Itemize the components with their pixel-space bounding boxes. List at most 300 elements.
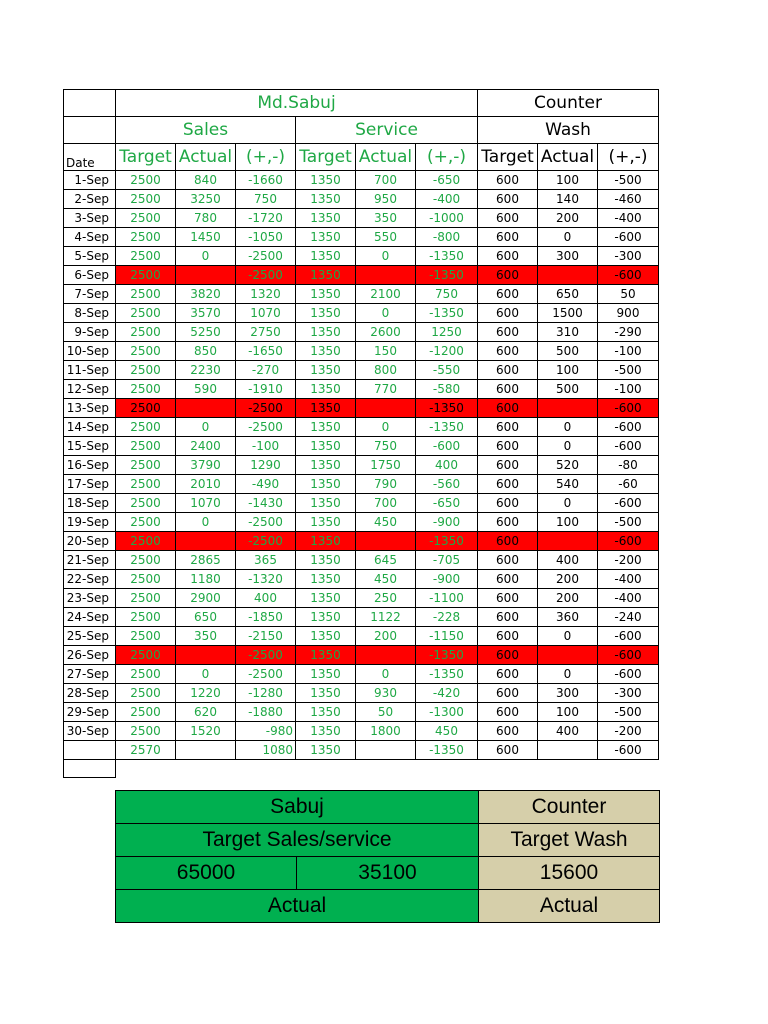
date-cell: 27-Sep: [64, 665, 116, 684]
wash-target-cell: 600: [478, 399, 538, 418]
service-actual-cell: 770: [356, 380, 416, 399]
wash-diff-cell: -500: [598, 171, 659, 190]
service-diff-cell: -1200: [416, 342, 478, 361]
service-diff-cell: 400: [416, 456, 478, 475]
sales-target-cell: 2500: [116, 247, 176, 266]
sales-diff-cell: 1080: [236, 741, 296, 760]
wash-actual-cell: 0: [538, 437, 598, 456]
person-header: Md.Sabuj: [116, 90, 478, 117]
sales-target-cell: 2500: [116, 589, 176, 608]
service-diff-cell: 1250: [416, 323, 478, 342]
wash-target-cell: 600: [478, 722, 538, 741]
wash-target-cell: 600: [478, 646, 538, 665]
table-row: [64, 684, 659, 703]
wash-diff-cell: -600: [598, 741, 659, 760]
sales-actual-cell: 840: [176, 171, 236, 190]
service-target-cell: 1350: [296, 570, 356, 589]
service-actual-cell: 1800: [356, 722, 416, 741]
date-cell: 19-Sep: [64, 513, 116, 532]
sales-diff-cell: -1050: [236, 228, 296, 247]
service-diff-cell: -1300: [416, 703, 478, 722]
sales-diff-cell: -1850: [236, 608, 296, 627]
sales-actual-cell: 0: [176, 665, 236, 684]
date-cell: 4-Sep: [64, 228, 116, 247]
sales-target-cell: 2500: [116, 494, 176, 513]
service-diff-cell: -1350: [416, 665, 478, 684]
wash-actual-cell: [538, 399, 598, 418]
sales-target-cell: 2500: [116, 608, 176, 627]
service-diff-cell: -1100: [416, 589, 478, 608]
wash-target-cell: 600: [478, 342, 538, 361]
table-row: [64, 190, 659, 209]
wash-target-header: Target: [478, 144, 538, 171]
wash-diff-cell: -200: [598, 722, 659, 741]
service-target-cell: 1350: [296, 475, 356, 494]
sales-target-cell: 2500: [116, 323, 176, 342]
wash-diff-cell: -600: [598, 437, 659, 456]
date-cell: 10-Sep: [64, 342, 116, 361]
service-actual-cell: [356, 646, 416, 665]
wash-target-cell: 600: [478, 380, 538, 399]
date-cell: 11-Sep: [64, 361, 116, 380]
wash-actual-cell: 520: [538, 456, 598, 475]
date-cell: 2-Sep: [64, 190, 116, 209]
summary-sales-target-total: 65000: [116, 857, 297, 890]
table-row: [64, 228, 659, 247]
wash-target-cell: 600: [478, 285, 538, 304]
sales-diff-cell: -2500: [236, 247, 296, 266]
date-column-header: Date: [64, 144, 116, 171]
summary-table: [115, 790, 660, 923]
service-target-cell: 1350: [296, 342, 356, 361]
service-diff-cell: -900: [416, 570, 478, 589]
service-diff-cell: -560: [416, 475, 478, 494]
wash-actual-cell: 0: [538, 494, 598, 513]
wash-actual-cell: 540: [538, 475, 598, 494]
sales-diff-cell: -490: [236, 475, 296, 494]
table-row: [64, 285, 659, 304]
wash-diff-cell: -400: [598, 209, 659, 228]
summary-actual-right: Actual: [479, 890, 660, 923]
service-actual-cell: 350: [356, 209, 416, 228]
sales-actual-cell: [176, 646, 236, 665]
wash-diff-cell: -600: [598, 266, 659, 285]
sales-target-cell: 2500: [116, 190, 176, 209]
wash-target-cell: 600: [478, 532, 538, 551]
wash-diff-cell: -240: [598, 608, 659, 627]
wash-target-cell: 600: [478, 665, 538, 684]
wash-target-cell: 600: [478, 304, 538, 323]
service-diff-cell: -1350: [416, 532, 478, 551]
service-diff-cell: -580: [416, 380, 478, 399]
wash-diff-cell: -600: [598, 494, 659, 513]
wash-actual-cell: 650: [538, 285, 598, 304]
sales-actual-cell: 1520: [176, 722, 236, 741]
date-cell: [64, 741, 116, 760]
service-target-cell: 1350: [296, 627, 356, 646]
sales-sheet: [63, 89, 659, 778]
service-actual-cell: 1750: [356, 456, 416, 475]
sales-target-header: Target: [116, 144, 176, 171]
service-diff-cell: -1350: [416, 266, 478, 285]
summary-target-wash-label: Target Wash: [479, 824, 660, 857]
service-actual-cell: [356, 266, 416, 285]
service-diff-cell: -705: [416, 551, 478, 570]
table-row: [64, 304, 659, 323]
service-diff-cell: 750: [416, 285, 478, 304]
table-row: [64, 722, 659, 741]
date-cell: 14-Sep: [64, 418, 116, 437]
sales-diff-cell: -1280: [236, 684, 296, 703]
wash-diff-cell: -290: [598, 323, 659, 342]
wash-target-cell: 600: [478, 190, 538, 209]
sales-diff-cell: -1320: [236, 570, 296, 589]
service-target-cell: 1350: [296, 304, 356, 323]
sales-actual-cell: 3250: [176, 190, 236, 209]
sales-target-cell: 2500: [116, 513, 176, 532]
sales-target-cell: 2500: [116, 171, 176, 190]
wash-actual-cell: 200: [538, 570, 598, 589]
table-row: [64, 342, 659, 361]
wash-target-cell: 600: [478, 171, 538, 190]
wash-diff-cell: -600: [598, 228, 659, 247]
wash-diff-cell: -500: [598, 703, 659, 722]
wash-diff-cell: -400: [598, 570, 659, 589]
sales-target-cell: 2500: [116, 665, 176, 684]
sales-actual-cell: 1450: [176, 228, 236, 247]
service-actual-cell: 0: [356, 418, 416, 437]
wash-actual-cell: 0: [538, 228, 598, 247]
wash-actual-cell: 0: [538, 665, 598, 684]
sales-diff-cell: -1430: [236, 494, 296, 513]
table-row: [64, 570, 659, 589]
service-target-cell: 1350: [296, 494, 356, 513]
service-actual-cell: 450: [356, 570, 416, 589]
sales-target-cell: 2500: [116, 627, 176, 646]
sales-actual-cell: 1180: [176, 570, 236, 589]
wash-actual-cell: 100: [538, 513, 598, 532]
date-cell: 12-Sep: [64, 380, 116, 399]
sales-diff-cell: -1660: [236, 171, 296, 190]
sales-target-cell: 2500: [116, 570, 176, 589]
sales-actual-cell: 0: [176, 247, 236, 266]
table-row: [64, 608, 659, 627]
sales-actual-cell: 3570: [176, 304, 236, 323]
service-diff-cell: -1150: [416, 627, 478, 646]
sales-actual-cell: 2865: [176, 551, 236, 570]
service-target-cell: 1350: [296, 361, 356, 380]
service-target-cell: 1350: [296, 171, 356, 190]
service-target-header: Target: [296, 144, 356, 171]
wash-actual-cell: 100: [538, 171, 598, 190]
wash-actual-cell: 0: [538, 418, 598, 437]
sales-actual-cell: [176, 741, 236, 760]
service-actual-cell: 0: [356, 304, 416, 323]
service-diff-cell: -650: [416, 494, 478, 513]
sales-diff-cell: -2500: [236, 418, 296, 437]
table-row: [64, 589, 659, 608]
service-target-cell: 1350: [296, 323, 356, 342]
wash-diff-cell: -500: [598, 513, 659, 532]
service-target-cell: 1350: [296, 190, 356, 209]
sales-target-cell: 2500: [116, 646, 176, 665]
sales-target-cell: 2500: [116, 342, 176, 361]
sales-diff-cell: -2500: [236, 266, 296, 285]
wash-target-cell: 600: [478, 570, 538, 589]
service-actual-cell: 150: [356, 342, 416, 361]
service-actual-cell: 250: [356, 589, 416, 608]
table-row: [64, 247, 659, 266]
date-cell: 7-Sep: [64, 285, 116, 304]
sales-diff-cell: -2500: [236, 646, 296, 665]
service-diff-cell: -900: [416, 513, 478, 532]
wash-diff-header: (+,-): [598, 144, 659, 171]
sales-diff-cell: -100: [236, 437, 296, 456]
summary-counter-title: Counter: [479, 791, 660, 824]
wash-diff-cell: -300: [598, 684, 659, 703]
date-cell: 9-Sep: [64, 323, 116, 342]
sales-target-cell: 2500: [116, 266, 176, 285]
wash-actual-cell: 140: [538, 190, 598, 209]
wash-target-cell: 600: [478, 228, 538, 247]
table-row: [64, 494, 659, 513]
date-cell: 18-Sep: [64, 494, 116, 513]
service-target-cell: 1350: [296, 437, 356, 456]
sales-diff-header: (+,-): [236, 144, 296, 171]
table-row: [64, 703, 659, 722]
date-cell: 22-Sep: [64, 570, 116, 589]
wash-diff-cell: -100: [598, 342, 659, 361]
service-actual-cell: 790: [356, 475, 416, 494]
wash-actual-cell: 100: [538, 361, 598, 380]
service-diff-cell: -1350: [416, 418, 478, 437]
summary-target-sales-service-label: Target Sales/service: [116, 824, 479, 857]
wash-diff-cell: -460: [598, 190, 659, 209]
wash-target-cell: 600: [478, 589, 538, 608]
sales-diff-cell: -1720: [236, 209, 296, 228]
empty-cell: [64, 760, 116, 778]
wash-actual-cell: [538, 266, 598, 285]
sales-diff-cell: 750: [236, 190, 296, 209]
date-cell: 21-Sep: [64, 551, 116, 570]
service-diff-cell: -1350: [416, 304, 478, 323]
service-target-cell: 1350: [296, 684, 356, 703]
service-actual-cell: 450: [356, 513, 416, 532]
sales-actual-cell: [176, 399, 236, 418]
service-actual-cell: 1122: [356, 608, 416, 627]
service-actual-cell: [356, 399, 416, 418]
service-actual-cell: 2100: [356, 285, 416, 304]
service-diff-cell: -1350: [416, 247, 478, 266]
wash-actual-cell: [538, 741, 598, 760]
wash-actual-cell: 400: [538, 551, 598, 570]
date-cell: 24-Sep: [64, 608, 116, 627]
sales-actual-cell: 620: [176, 703, 236, 722]
date-cell: 20-Sep: [64, 532, 116, 551]
table-row: [64, 627, 659, 646]
service-diff-cell: -400: [416, 190, 478, 209]
sales-actual-cell: 590: [176, 380, 236, 399]
wash-diff-cell: -600: [598, 418, 659, 437]
sales-target-cell: 2500: [116, 399, 176, 418]
service-actual-cell: 0: [356, 247, 416, 266]
date-cell: 17-Sep: [64, 475, 116, 494]
wash-target-cell: 600: [478, 627, 538, 646]
sales-actual-cell: 850: [176, 342, 236, 361]
table-row: [64, 209, 659, 228]
service-target-cell: 1350: [296, 589, 356, 608]
sales-target-cell: 2500: [116, 418, 176, 437]
sales-diff-cell: 2750: [236, 323, 296, 342]
service-actual-cell: 930: [356, 684, 416, 703]
table-row: [64, 437, 659, 456]
sales-actual-cell: 5250: [176, 323, 236, 342]
sales-actual-cell: [176, 532, 236, 551]
service-target-cell: 1350: [296, 532, 356, 551]
wash-actual-cell: 200: [538, 589, 598, 608]
service-target-cell: 1350: [296, 608, 356, 627]
table-row: [64, 361, 659, 380]
sales-target-cell: 2500: [116, 380, 176, 399]
sales-header: Sales: [116, 117, 296, 144]
wash-actual-header: Actual: [538, 144, 598, 171]
service-diff-cell: -550: [416, 361, 478, 380]
wash-actual-cell: [538, 532, 598, 551]
date-cell: 3-Sep: [64, 209, 116, 228]
service-actual-cell: [356, 741, 416, 760]
wash-diff-cell: -400: [598, 589, 659, 608]
service-target-cell: 1350: [296, 418, 356, 437]
sales-actual-header: Actual: [176, 144, 236, 171]
table-row: [64, 399, 659, 418]
sales-actual-cell: 2400: [176, 437, 236, 456]
service-target-cell: 1350: [296, 513, 356, 532]
wash-target-cell: 600: [478, 361, 538, 380]
table-row: [64, 418, 659, 437]
wash-target-cell: 600: [478, 741, 538, 760]
service-actual-cell: 2600: [356, 323, 416, 342]
sales-diff-cell: -2500: [236, 399, 296, 418]
wash-target-cell: 600: [478, 209, 538, 228]
date-cell: 13-Sep: [64, 399, 116, 418]
table-row: [64, 741, 659, 760]
wash-diff-cell: -600: [598, 399, 659, 418]
sales-diff-cell: 1290: [236, 456, 296, 475]
service-actual-cell: 950: [356, 190, 416, 209]
wash-target-cell: 600: [478, 684, 538, 703]
sales-actual-cell: 350: [176, 627, 236, 646]
wash-actual-cell: [538, 646, 598, 665]
service-target-cell: 1350: [296, 646, 356, 665]
wash-actual-cell: 100: [538, 703, 598, 722]
sales-target-cell: 2570: [116, 741, 176, 760]
date-cell: 23-Sep: [64, 589, 116, 608]
service-diff-cell: -650: [416, 171, 478, 190]
sales-diff-cell: 1320: [236, 285, 296, 304]
sales-actual-cell: [176, 266, 236, 285]
table-row: [64, 532, 659, 551]
wash-actual-cell: 200: [538, 209, 598, 228]
sales-actual-cell: 650: [176, 608, 236, 627]
date-cell: 15-Sep: [64, 437, 116, 456]
sales-actual-cell: 3790: [176, 456, 236, 475]
table-row: [64, 551, 659, 570]
sales-actual-cell: 0: [176, 418, 236, 437]
wash-target-cell: 600: [478, 418, 538, 437]
wash-diff-cell: -600: [598, 646, 659, 665]
service-diff-cell: -1350: [416, 741, 478, 760]
service-diff-cell: 450: [416, 722, 478, 741]
service-actual-header: Actual: [356, 144, 416, 171]
wash-actual-cell: 360: [538, 608, 598, 627]
service-target-cell: 1350: [296, 399, 356, 418]
sales-target-cell: 2500: [116, 475, 176, 494]
service-actual-cell: 800: [356, 361, 416, 380]
table-row: [64, 456, 659, 475]
sales-diff-cell: -1650: [236, 342, 296, 361]
sales-target-cell: 2500: [116, 209, 176, 228]
table-row: [64, 171, 659, 190]
wash-diff-cell: -200: [598, 551, 659, 570]
table-row: [64, 266, 659, 285]
service-diff-cell: -1350: [416, 399, 478, 418]
sales-actual-cell: 2900: [176, 589, 236, 608]
wash-diff-cell: 900: [598, 304, 659, 323]
service-target-cell: 1350: [296, 665, 356, 684]
wash-diff-cell: -80: [598, 456, 659, 475]
wash-target-cell: 600: [478, 456, 538, 475]
sales-diff-cell: -1880: [236, 703, 296, 722]
wash-header: Wash: [478, 117, 659, 144]
date-cell: 29-Sep: [64, 703, 116, 722]
sales-diff-cell: 400: [236, 589, 296, 608]
sales-diff-cell: -2500: [236, 532, 296, 551]
wash-actual-cell: 1500: [538, 304, 598, 323]
service-target-cell: 1350: [296, 209, 356, 228]
service-diff-cell: -420: [416, 684, 478, 703]
wash-target-cell: 600: [478, 703, 538, 722]
sales-target-cell: 2500: [116, 304, 176, 323]
service-diff-header: (+,-): [416, 144, 478, 171]
date-cell: 30-Sep: [64, 722, 116, 741]
sales-diff-cell: -1910: [236, 380, 296, 399]
sales-diff-cell: -2500: [236, 665, 296, 684]
wash-diff-cell: -600: [598, 665, 659, 684]
wash-diff-cell: -600: [598, 627, 659, 646]
wash-diff-cell: -600: [598, 532, 659, 551]
sales-target-cell: 2500: [116, 456, 176, 475]
wash-target-cell: 600: [478, 437, 538, 456]
service-target-cell: 1350: [296, 741, 356, 760]
service-target-cell: 1350: [296, 247, 356, 266]
table-row: [64, 665, 659, 684]
corner-cell: [64, 90, 116, 117]
table-row: [64, 380, 659, 399]
sales-diff-cell: 1070: [236, 304, 296, 323]
wash-actual-cell: 500: [538, 342, 598, 361]
service-target-cell: 1350: [296, 456, 356, 475]
sales-diff-cell: -2150: [236, 627, 296, 646]
service-actual-cell: 200: [356, 627, 416, 646]
wash-target-cell: 600: [478, 323, 538, 342]
service-header: Service: [296, 117, 478, 144]
table-row: [64, 475, 659, 494]
sales-actual-cell: 2010: [176, 475, 236, 494]
wash-diff-cell: -300: [598, 247, 659, 266]
sales-actual-cell: 2230: [176, 361, 236, 380]
date-cell: 28-Sep: [64, 684, 116, 703]
wash-diff-cell: 50: [598, 285, 659, 304]
